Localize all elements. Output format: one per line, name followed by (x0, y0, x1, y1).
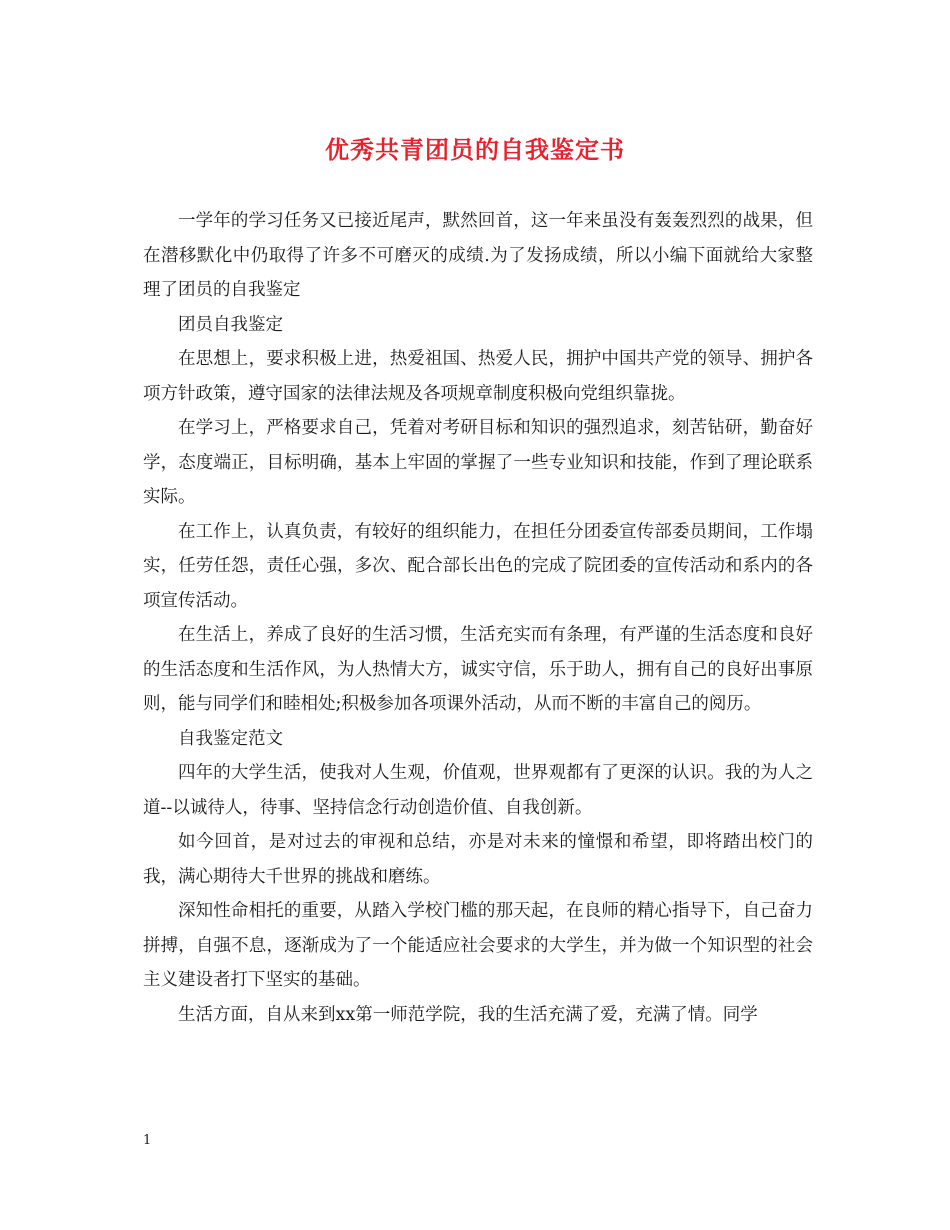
section-heading-sample-appraisal: 自我鉴定范文 (178, 728, 283, 749)
paragraph-looking-back: 如今回首，是对过去的审视和总结，亦是对未来的憧憬和希望，即将踏出校门的我，满心期待大千世界的挑战和磨练。 (143, 832, 813, 887)
paragraph-responsibility: 深知性命相托的重要，从踏入学校门槛的那天起，在良师的精心指导下，自己奋力拼搏，自强不息，逐渐成为了一个能适应社会要求的大学生，并为做一个知识型的社会主义建设者打下坚实的基础。 (143, 901, 813, 990)
document-title: 优秀共青团员的自我鉴定书 (325, 135, 625, 164)
paragraph-life: 在生活上，养成了良好的生活习惯，生活充实而有条理，有严谨的生活态度和良好的生活态度和生活作风，为人热情大方，诚实守信，乐于助人，拥有自己的良好出事原则，能与同学们和睦相处;积极参加各项课外活动，从而不断的丰富自己的阅历。 (143, 625, 813, 714)
section-heading-member-appraisal: 团员自我鉴定 (178, 314, 283, 335)
paragraph-university-years: 四年的大学生活，使我对人生观，价值观，世界观都有了更深的认识。我的为人之道--以诚待人，待事、坚持信念行动创造价值、自我创新。 (143, 763, 813, 818)
page-number: 1 (143, 1133, 152, 1148)
paragraph-work: 在工作上，认真负责，有较好的组织能力，在担任分团委宣传部委员期间，工作塌实，任劳任怨，责任心强，多次、配合部长出色的完成了院团委的宣传活动和系内的各项宣传活动。 (143, 521, 813, 611)
paragraph-life-aspect: 生活方面，自从来到xx第一师范学院，我的生活充满了爱，充满了情。同学 (178, 1004, 758, 1025)
paragraph-study: 在学习上，严格要求自己，凭着对考研目标和知识的强烈追求，刻苦钻研，勤奋好学，态度端正，目标明确，基本上牢固的掌握了一些专业知识和技能，作到了理论联系实际。 (143, 418, 813, 507)
paragraph-ideology: 在思想上，要求积极上进，热爱祖国、热爱人民，拥护中国共产党的领导、拥护各项方针政策，遵守国家的法律法规及各项规章制度积极向党组织靠拢。 (143, 349, 813, 404)
document-body (143, 204, 813, 1032)
paragraph-intro: 一学年的学习任务又已接近尾声，默然回首，这一年来虽没有轰轰烈烈的战果，但在潜移默化中仍取得了许多不可磨灭的成绩.为了发扬成绩，所以小编下面就给大家整理了团员的自我鉴定 (143, 211, 813, 300)
